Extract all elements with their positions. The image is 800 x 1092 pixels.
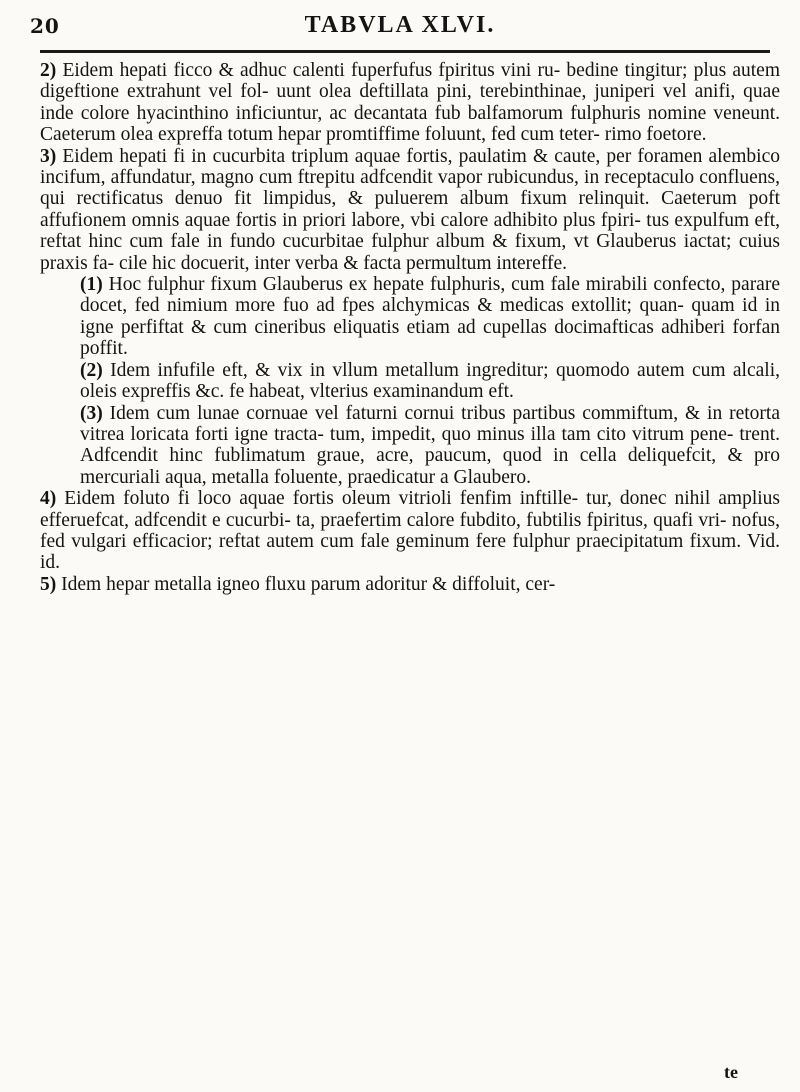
catchword: te (724, 1062, 738, 1082)
paragraph-number: 5) (40, 573, 57, 595)
body-text (40, 60, 780, 595)
paragraph-3 (40, 274, 780, 360)
page-number: 20 (30, 14, 60, 38)
paragraph-number: (1) (80, 274, 103, 296)
paragraph-text: Idem hepar metalla igneo fluxu parum adoritur & diffoluit, cer- (61, 573, 556, 595)
paragraph-7 (40, 574, 780, 595)
paragraph-6 (40, 488, 780, 574)
paragraph-number: 3) (40, 145, 57, 167)
paragraph-text: Eidem hepati ficco & adhuc calenti fuperfufus fpiritus vini ru- bedine tingitur; plus autem digeftione extrahunt vel fol- uunt olea deftillata pini, terebinthinae, juniperi vel anifi, quae inde colore hyacinthino inficiuntur, ac decantata fub balfamorum fulphuris nomine veneunt. Caeterum olea expreffa totum hepar promtiffime foluunt, fed cum teter- rimo foetore. (40, 60, 781, 146)
paragraph-4 (40, 360, 780, 403)
paragraph-number: (3) (80, 402, 103, 424)
paragraph-number: 4) (40, 488, 57, 510)
paragraph-text: Eidem foluto fi loco aquae fortis oleum vitrioli fenfim inftille- tur, donec nihil amplius efferuefcat, adfcendit e cucurbi- ta, praefertim calore fubdito, fubtilis fpiritus, quafi vri- nofus, fed vulgari efficacior; reftat autem cum fale geminum fere fulphur praecipitatum fixum. Vid. id. (40, 488, 780, 574)
paragraph-number: 2) (40, 60, 57, 81)
paragraph-text: Hoc fulphur fixum Glauberus ex hepate fulphuris, cum fale mirabili confecto, parare docet, fed nimium more fuo ad fpes alchymicas & medicas extollit; quan- quam id in igne perfiftat & cum cineribus eliquatis etiam ad cupellas docimafticas adhiberi forfan poffit. (80, 274, 780, 360)
paragraph-text: Idem cum lunae cornuae vel faturni cornui tribus partibus commiftum, & in retorta vitrea loricata forti igne tracta- tum, impedit, quo minus illa tam cito vitrum pene- trent. Adfcendit hinc fublimatum graue, acre, paucum, quod in cella deliquefcit, & pro mercuriali aqua, metalla foluente, praedicatur a Glaubero. (80, 402, 781, 488)
paragraph-number: (2) (80, 359, 103, 381)
paragraph-2 (40, 146, 780, 274)
paragraph-5 (40, 403, 780, 489)
paragraph-1 (40, 60, 780, 146)
paragraph-text: Eidem hepati fi in cucurbita triplum aquae fortis, paulatim & caute, per foramen alembico incifum, affundatur, magno cum ftrepitu adfcendit vapor rubicundus, in receptaculo confluens, qui rectificatus denuo fit limpidus, & puluerem album fixum relinquit. Caeterum poft affufionem omnis aquae fortis in priori labore, vbi calore adhibito plus fpiri- tus expulfum eft, reftat hinc cum fale in fundo cucurbitae fulphur album & fixum, vt Glauberus iactat; cuius praxis fa- cile hic docuerit, inter verba & facta permultum intereffe. (40, 145, 781, 274)
page-header (30, 8, 770, 44)
running-title: TABVLA XLVI. (304, 12, 496, 38)
paragraph-text: Idem infufile eft, & vix in vllum metallum ingreditur; quomodo autem cum alcali, oleis expreffis &c. fe habeat, vlterius examinandum eft. (80, 359, 780, 403)
header-rule (40, 50, 770, 53)
